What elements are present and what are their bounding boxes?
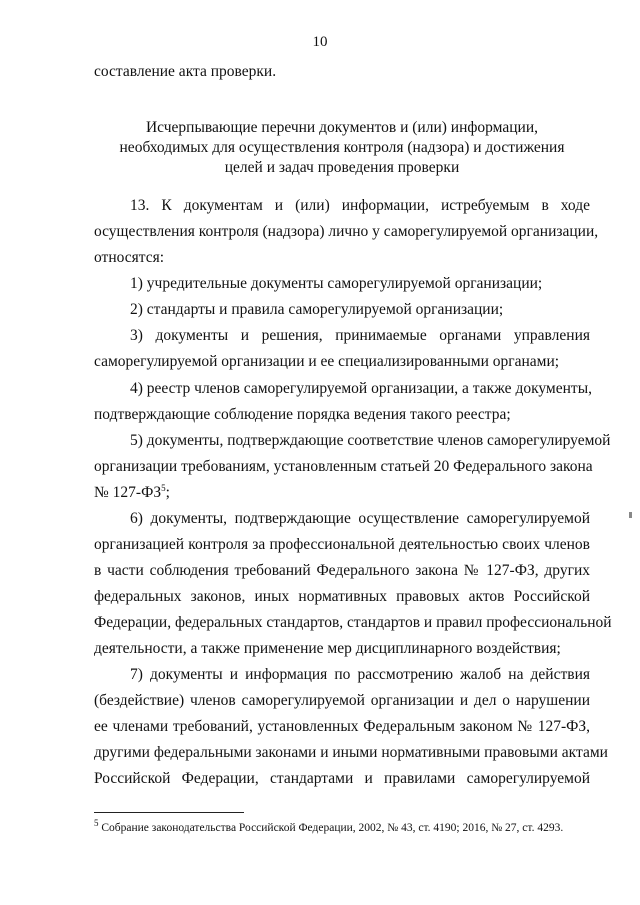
list-item-3-line: 3) документы и решения, принимаемые органами управления — [130, 327, 590, 344]
list-item-4-line: подтверждающие соблюдение порядка ведения такого реестра; — [94, 406, 511, 423]
list-item-6-line: Федерации, федеральных стандартов, стандартов и правил профессиональной — [94, 614, 612, 631]
law-reference: № 127-ФЗ — [94, 484, 162, 501]
list-item-3-line: саморегулируемой организации и ее специализированными органами; — [94, 353, 560, 370]
footnote-mark: 5 — [94, 818, 99, 829]
footnote-reference: 5 — [161, 482, 166, 493]
paragraph-13-line: 13. К документам и (или) информации, истребуемым в ходе — [130, 197, 590, 214]
text-line: составление акта проверки. — [94, 63, 277, 80]
punctuation: ; — [165, 484, 170, 501]
list-item-6-line: в части соблюдения требований Федерального закона № 127-ФЗ, других — [94, 562, 590, 579]
section-heading-line: Исчерпывающие перечни документов и (или) информации, — [145, 119, 539, 136]
list-item-7-line: другими федеральными законами и иными нормативными правовыми актами — [94, 744, 608, 761]
scan-mark — [629, 512, 632, 518]
list-item-7-line: Российской Федерации, стандартами и правилами саморегулируемой — [94, 770, 590, 787]
list-item-5-line: организации требованиям, установленным статьей 20 Федерального закона — [94, 458, 593, 475]
list-item-1: 1) учредительные документы саморегулируемой организации; — [130, 275, 543, 292]
list-item-7-line: ее членами требований, установленных Федеральным законом № 127-ФЗ, — [94, 718, 590, 735]
list-item-6-line: федеральных законов, иных нормативных правовых актов Российской — [94, 588, 590, 605]
paragraph-13-line: осуществления контроля (надзора) лично у саморегулируемой организации, — [94, 223, 599, 240]
list-item-6-line: организацией контроля за профессиональной деятельностью своих членов — [94, 536, 590, 553]
list-item-6-line: деятельности, а также применение мер дисциплинарного воздействия; — [94, 640, 561, 657]
footnote — [94, 818, 564, 834]
list-item-4-line: 4) реестр членов саморегулируемой организации, а также документы, — [130, 380, 592, 397]
list-item-7-line: 7) документы и информация по рассмотрению жалоб на действия — [130, 666, 590, 683]
list-item-5-line — [94, 483, 590, 503]
list-item-6-line: 6) документы, подтверждающие осуществление саморегулируемой — [130, 510, 590, 527]
page-number: 10 — [312, 34, 328, 50]
footnote-text: Собрание законодательства Российской Федерации, 2002, № 43, ст. 4190; 2016, № 27, ст. 4293. — [98, 822, 564, 834]
section-heading-line: целей и задач проведения проверки — [224, 159, 460, 176]
list-item-2: 2) стандарты и правила саморегулируемой организации; — [130, 301, 504, 318]
footnote-divider — [94, 812, 244, 813]
list-item-7-line: (бездействие) членов саморегулируемой организации и дел о нарушении — [94, 692, 590, 709]
list-item-5-line: 5) документы, подтверждающие соответствие членов саморегулируемой — [130, 432, 611, 449]
section-heading-line: необходимых для осуществления контроля (надзора) и достижения — [119, 139, 565, 156]
paragraph-13-line: относятся: — [94, 249, 165, 266]
